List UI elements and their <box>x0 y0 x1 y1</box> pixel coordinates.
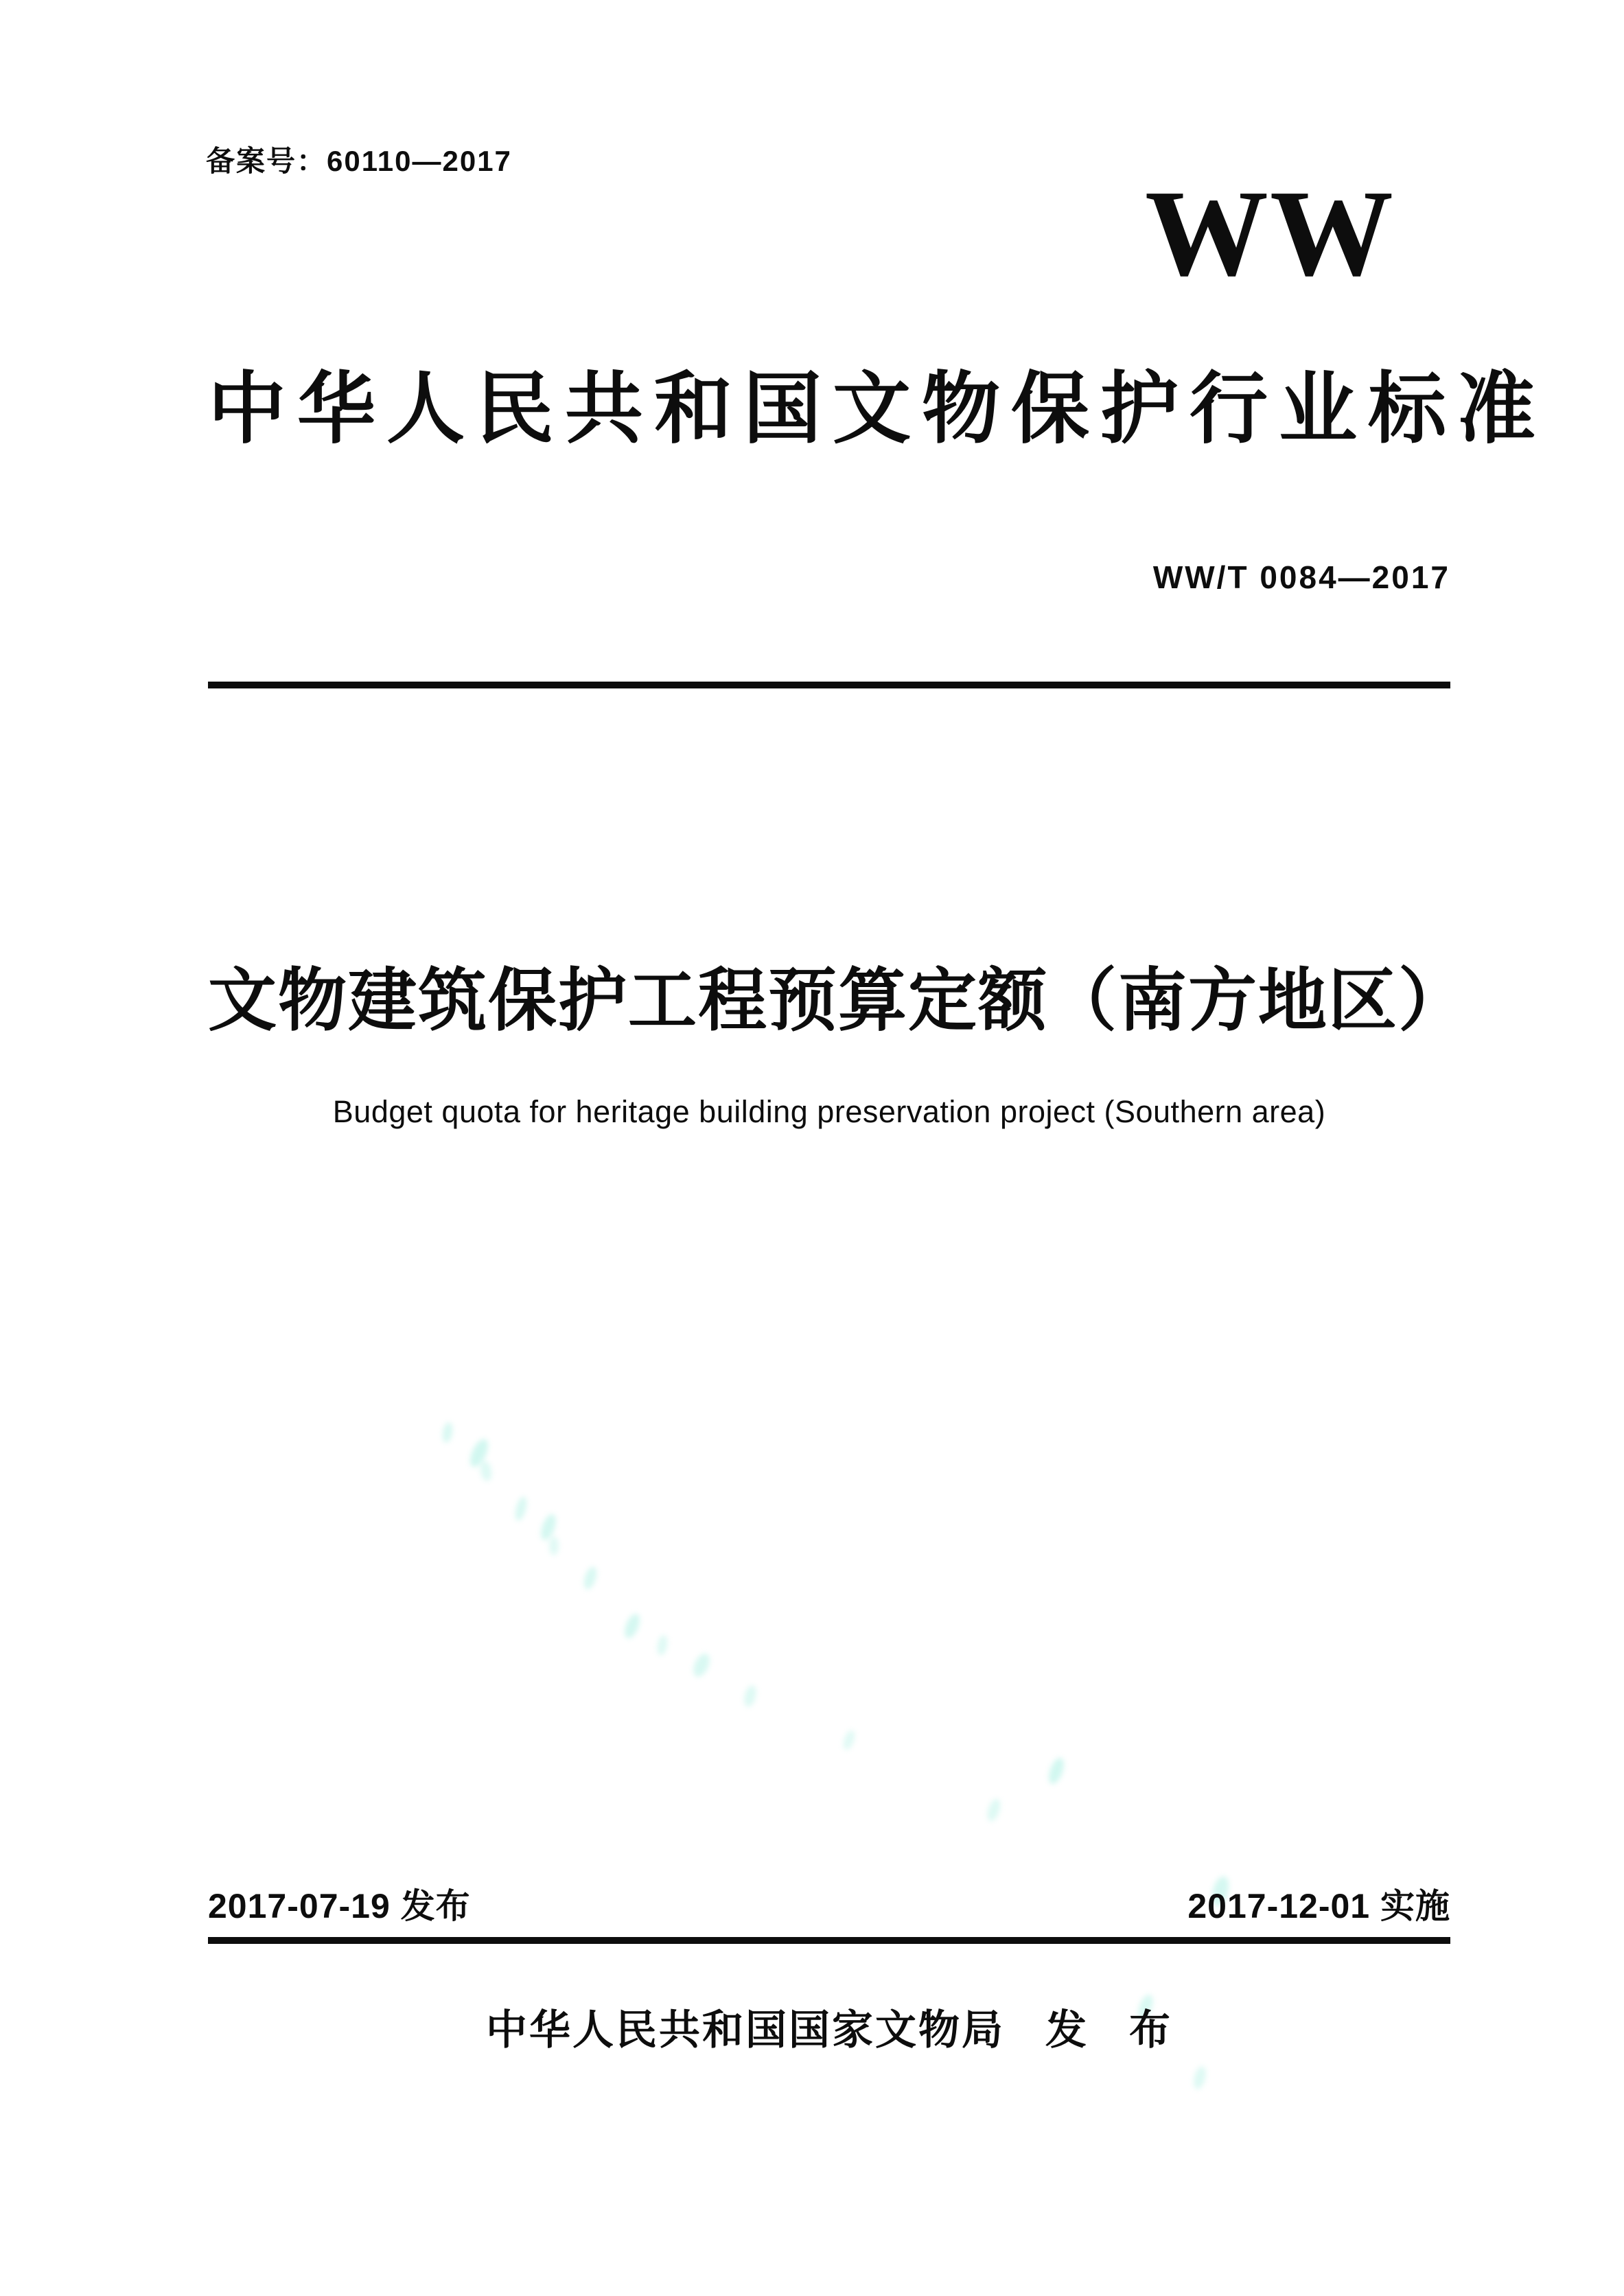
implement-date: 2017-12-01 实施 <box>1187 1887 1450 1925</box>
scan-artifact <box>656 1634 669 1656</box>
scan-artifact <box>841 1729 857 1752</box>
issue-date: 2017-07-19 发布 <box>208 1887 471 1925</box>
scan-artifact <box>1192 2065 1208 2091</box>
scan-artifact <box>690 1651 712 1679</box>
scan-artifact <box>985 1797 1003 1822</box>
standard-number: WW/T 0084—2017 <box>1152 559 1450 595</box>
standard-category-title: 中华人民共和国文物保护行业标准 <box>208 366 1547 453</box>
ww-standard-logo: WW <box>1145 165 1395 301</box>
top-horizontal-rule <box>208 682 1450 688</box>
scan-artifact <box>1046 1756 1067 1786</box>
scan-artifact <box>742 1684 758 1708</box>
scan-artifact <box>549 1536 559 1555</box>
bottom-horizontal-rule <box>208 1937 1450 1944</box>
document-title-chinese: 文物建筑保护工程预算定额（南方地区） <box>208 962 1468 1039</box>
publisher-line: 中华人民共和国国家文物局 发 布 <box>485 2007 1173 2053</box>
scan-artifact <box>581 1565 599 1590</box>
scan-artifact <box>441 1422 454 1443</box>
scan-artifact <box>479 1460 494 1482</box>
document-title-english: Budget quota for heritage building preservation project (Southern area) <box>332 1094 1326 1129</box>
scan-artifact <box>513 1496 529 1522</box>
scan-artifact <box>622 1612 643 1640</box>
record-number: 备案号：60110—2017 <box>206 145 512 177</box>
